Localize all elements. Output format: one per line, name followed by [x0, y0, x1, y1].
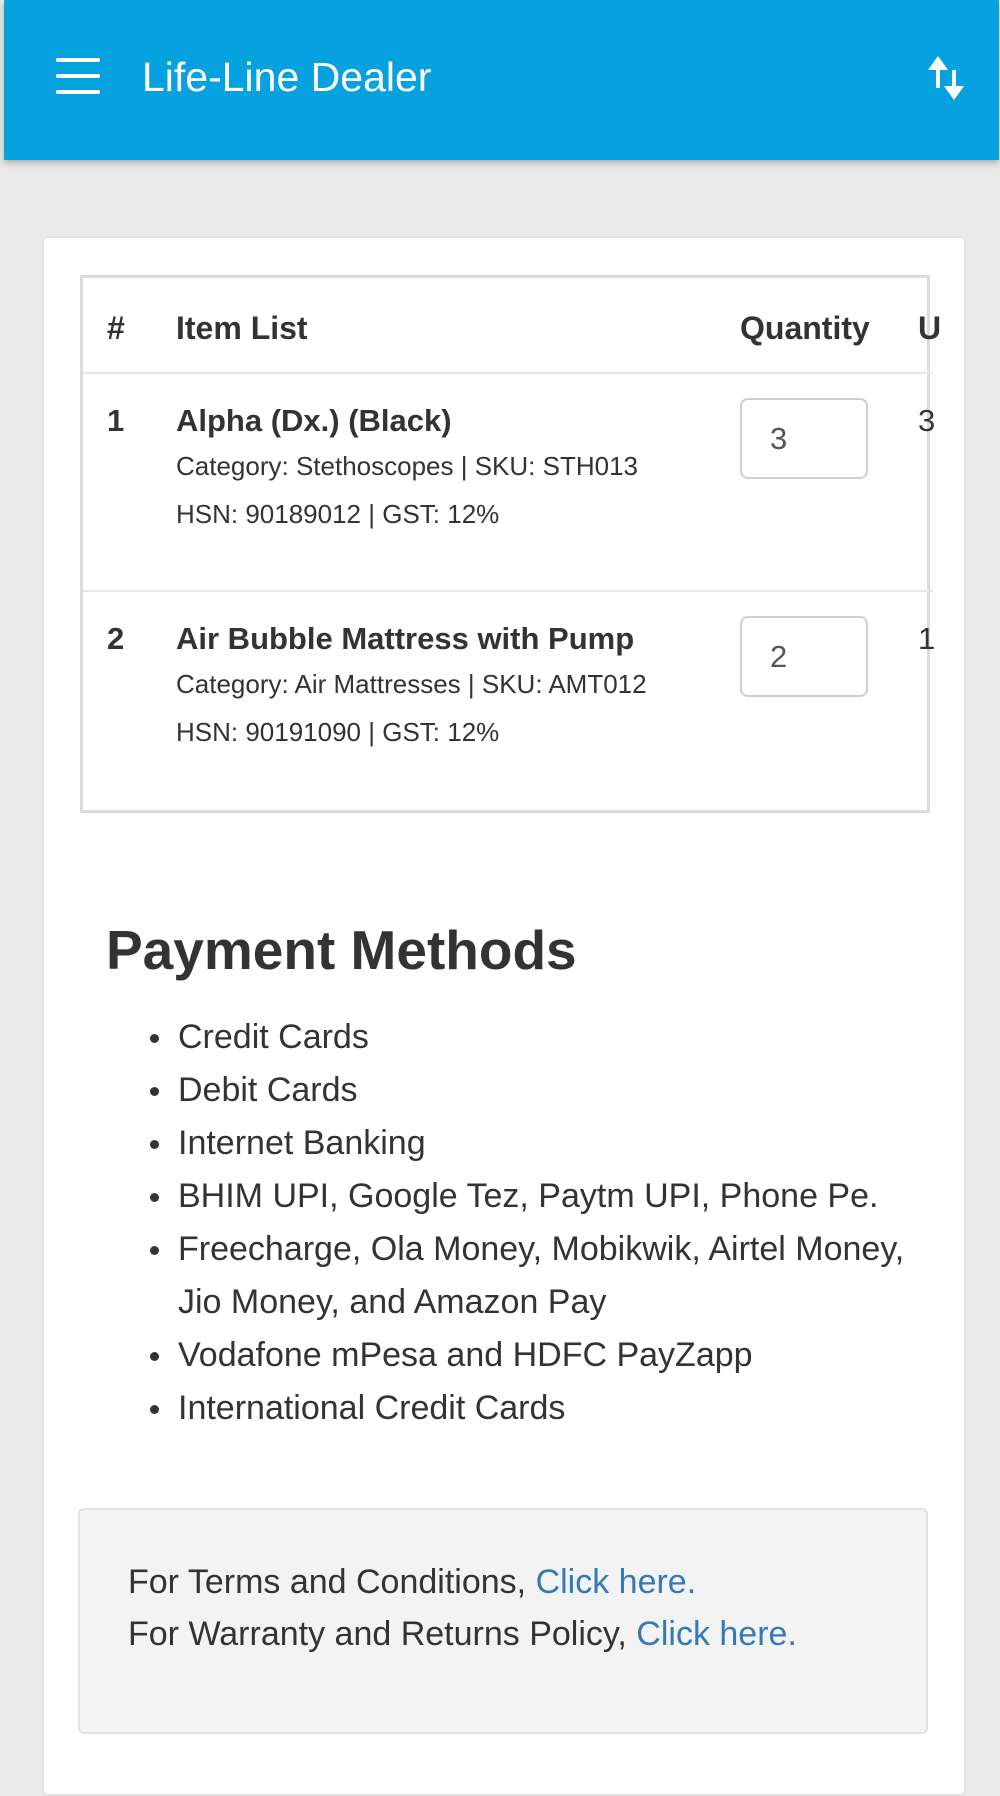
app-title: Life-Line Dealer — [142, 54, 432, 100]
item-category-sku: Category: Air Mattresses | SKU: AMT012 — [176, 669, 647, 699]
quantity-input[interactable]: 2 — [740, 616, 868, 697]
sort-arrows-icon[interactable] — [926, 52, 966, 104]
warranty-link[interactable]: Click here. — [636, 1615, 797, 1653]
list-item: BHIM UPI, Google Tez, Paytm UPI, Phone Pe. — [178, 1170, 918, 1223]
item-hsn-gst: HSN: 90191090 | GST: 12% — [176, 717, 500, 747]
order-card — [42, 236, 966, 1796]
list-item: Vodafone mPesa and HDFC PayZapp — [178, 1329, 918, 1382]
row-number: 2 — [107, 621, 125, 656]
header-num: # — [107, 310, 125, 346]
terms-line — [128, 1560, 696, 1604]
payment-methods-heading: Payment Methods — [106, 919, 577, 981]
item-name: Alpha (Dx.) (Black) — [176, 403, 452, 438]
table-header — [83, 278, 942, 374]
header-truncated: U — [918, 310, 942, 346]
list-item: Debit Cards — [178, 1064, 918, 1117]
item-name: Air Bubble Mattress with Pump — [176, 621, 635, 656]
header-item-list: Item List — [176, 310, 308, 346]
table-row — [83, 592, 936, 810]
list-item: Internet Banking — [178, 1117, 918, 1170]
terms-link[interactable]: Click here. — [535, 1563, 697, 1601]
app-frame — [4, 0, 999, 1778]
item-category-sku: Category: Stethoscopes | SKU: STH013 — [176, 451, 638, 481]
table-row — [83, 374, 936, 592]
row-number: 1 — [107, 403, 125, 438]
list-item: Credit Cards — [178, 1011, 918, 1064]
items-table — [80, 275, 942, 813]
warranty-prefix: For Warranty and Returns Policy, — [128, 1615, 637, 1653]
item-hsn-gst: HSN: 90189012 | GST: 12% — [176, 499, 500, 529]
list-item: International Credit Cards — [178, 1382, 918, 1435]
truncated-cell: 1 — [918, 621, 936, 656]
list-item: Freecharge, Ola Money, Mobikwik, Airtel Money, Jio Money, and Amazon Pay — [178, 1223, 918, 1329]
hamburger-menu-icon[interactable] — [56, 58, 100, 94]
warranty-line — [128, 1612, 797, 1656]
terms-prefix: For Terms and Conditions, — [128, 1563, 536, 1601]
quantity-input[interactable]: 3 — [740, 398, 868, 479]
payment-methods-list — [178, 1011, 918, 1435]
truncated-cell: 3 — [918, 403, 936, 438]
header-quantity: Quantity — [740, 310, 870, 346]
app-bar — [4, 0, 999, 160]
policy-box — [78, 1508, 928, 1734]
